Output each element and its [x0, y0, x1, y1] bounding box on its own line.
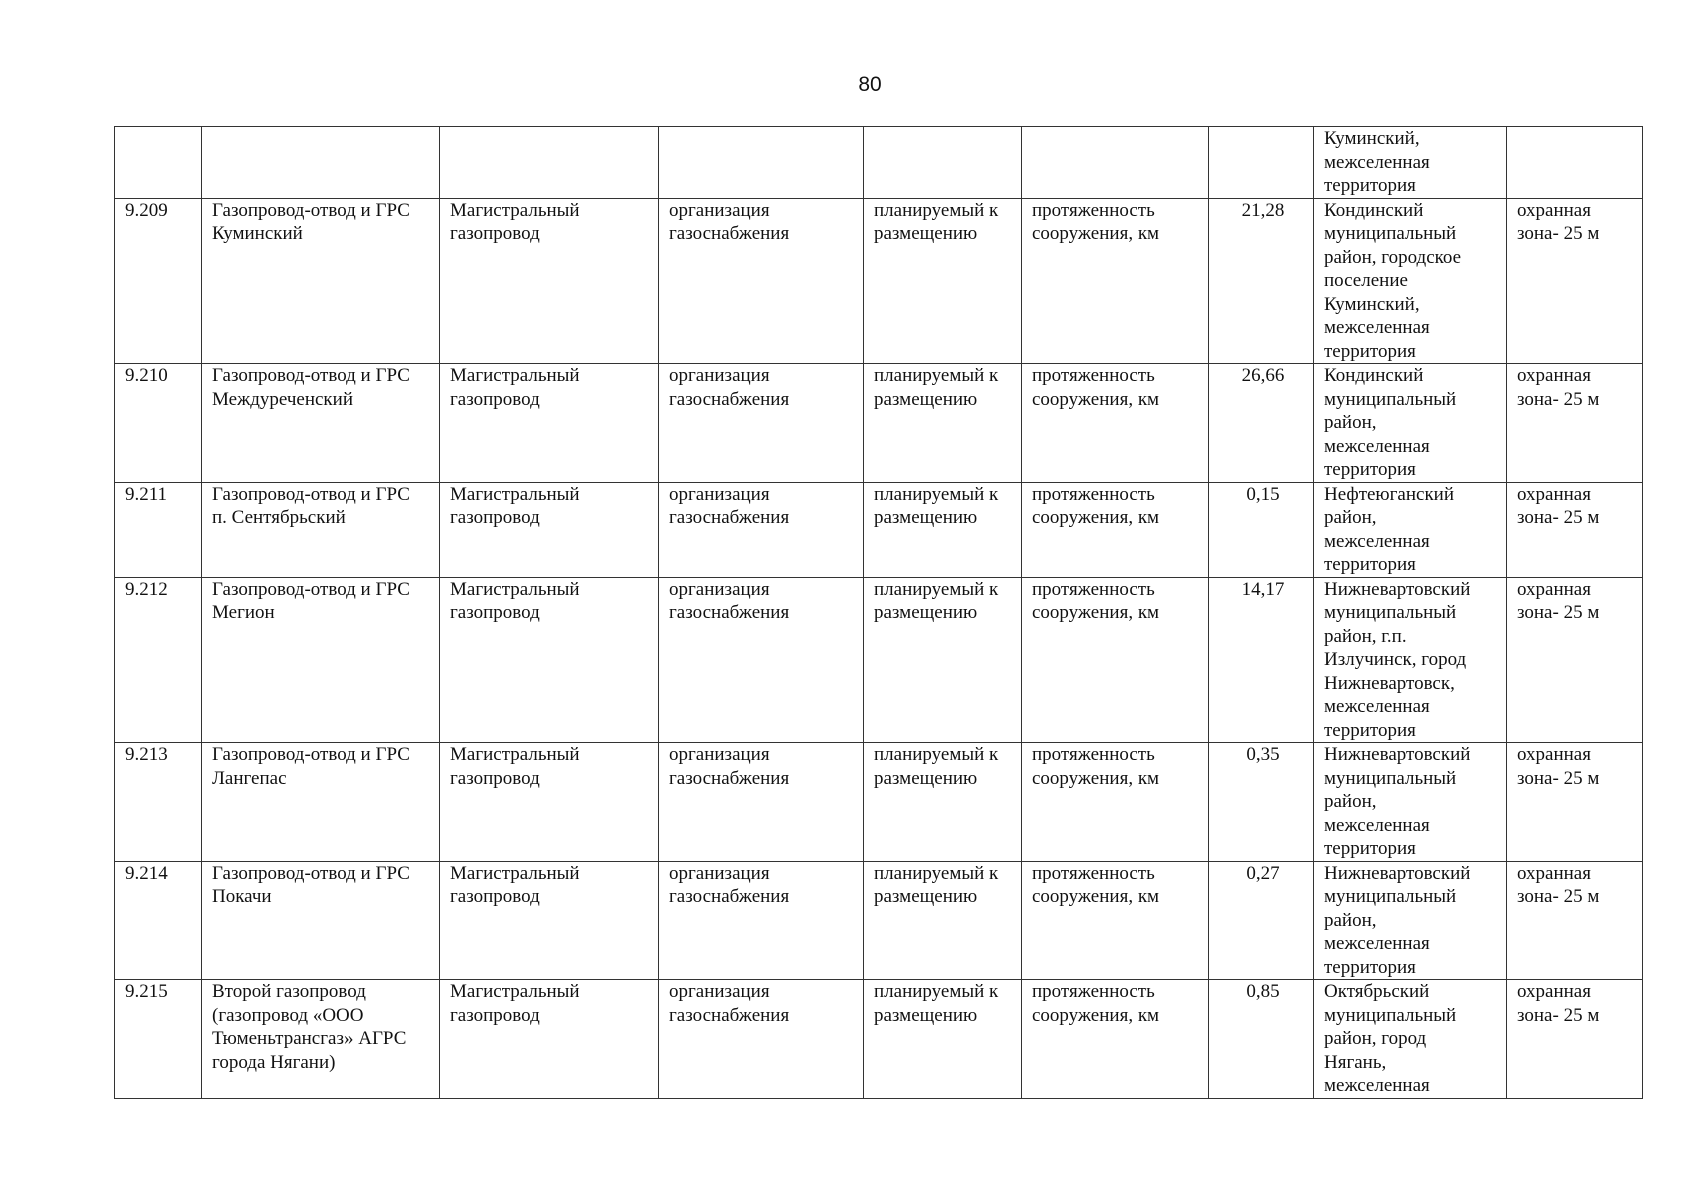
cell-text-line: охранная [1517, 862, 1591, 884]
cell-text-line: район, [1324, 412, 1377, 433]
cell-text-line: газопровод [450, 223, 540, 244]
cell-status [864, 577, 1022, 743]
cell-text-line: Магистральный [450, 744, 580, 765]
cell-type [440, 577, 659, 743]
cell-name [202, 861, 440, 980]
cell-text-line: межселенная [1324, 435, 1430, 457]
cell-status [864, 127, 1022, 199]
cell-name [202, 577, 440, 743]
cell-text-line: организация [669, 981, 770, 1002]
cell-zone [1507, 198, 1643, 364]
cell-characteristic [1022, 127, 1209, 199]
cell-id [115, 980, 202, 1099]
cell-zone [1507, 980, 1643, 1099]
cell-text-line: Кондинский [1324, 365, 1424, 386]
cell-zone [1507, 127, 1643, 199]
cell-text-line: межселенная [1324, 1075, 1430, 1096]
cell-text-line: Нягань, [1324, 1051, 1387, 1073]
cell-text: 14,17 [1241, 578, 1285, 600]
cell-text-line: зона- 25 м [1517, 388, 1600, 410]
cell-text-line: территория [1324, 554, 1416, 575]
cell-text-line: зона- 25 м [1517, 223, 1600, 244]
cell-text-line: планируемый к [874, 578, 999, 600]
cell-text-line: Нижневартовский [1324, 862, 1471, 884]
cell-location [1314, 861, 1507, 980]
cell-text-line: п. Сентябрьский [212, 507, 346, 528]
cell-text-line: муниципальный [1324, 886, 1457, 907]
cell-purpose [659, 482, 864, 577]
cell-zone [1507, 482, 1643, 577]
cell-value [1209, 364, 1314, 483]
cell-text-line: (газопровод «ООО [212, 1004, 364, 1026]
cell-text-line: сооружения, км [1032, 602, 1160, 623]
cell-text-line: протяженность [1032, 862, 1155, 884]
cell-purpose [659, 980, 864, 1099]
cell-text-line: размещению [874, 223, 978, 244]
cell-text-line: планируемый к [874, 981, 999, 1002]
cell-text-line: межселенная [1324, 530, 1430, 552]
cell-name [202, 980, 440, 1099]
cell-characteristic [1022, 743, 1209, 862]
table-row [115, 861, 1643, 980]
cell-text-line: Магистральный [450, 862, 580, 884]
cell-text-line: газоснабжения [669, 886, 790, 907]
cell-text: 9.213 [125, 744, 168, 765]
cell-text: 26,66 [1241, 365, 1285, 386]
cell-purpose [659, 364, 864, 483]
cell-location [1314, 743, 1507, 862]
cell-text: 21,28 [1241, 199, 1285, 221]
cell-value [1209, 743, 1314, 862]
cell-characteristic [1022, 577, 1209, 743]
cell-text-line: район, [1324, 791, 1377, 812]
cell-text-line: сооружения, км [1032, 223, 1160, 244]
cell-text-line: газопровод [450, 1004, 540, 1026]
cell-text-line: межселенная [1324, 696, 1430, 717]
cell-text-line: размещению [874, 602, 978, 623]
cell-text-line: Магистральный [450, 981, 580, 1002]
cell-text-line: территория [1324, 719, 1416, 741]
cell-type [440, 861, 659, 980]
cell-text-line: размещению [874, 886, 978, 907]
cell-text-line: Кондинский [1324, 199, 1424, 221]
cell-status [864, 198, 1022, 364]
cell-location [1314, 577, 1507, 743]
table-row [115, 743, 1643, 862]
cell-text-line: Нижневартовск, [1324, 672, 1455, 694]
cell-text-line: район, городское [1324, 246, 1462, 268]
table-row [115, 127, 1643, 199]
cell-text-line: межселенная [1324, 814, 1430, 836]
cell-text-line: планируемый к [874, 862, 999, 884]
cell-text-line: газоснабжения [669, 388, 790, 410]
cell-text-line: размещению [874, 1004, 978, 1026]
table-row [115, 980, 1643, 1099]
cell-text-line: зона- 25 м [1517, 602, 1600, 623]
cell-text-line: газопровод [450, 507, 540, 528]
cell-purpose [659, 127, 864, 199]
cell-text-line: территория [1324, 956, 1416, 978]
cell-text-line: поселение [1324, 270, 1408, 291]
cell-text-line: межселенная [1324, 151, 1430, 173]
cell-zone [1507, 743, 1643, 862]
cell-status [864, 980, 1022, 1099]
cell-value [1209, 861, 1314, 980]
cell-zone [1507, 861, 1643, 980]
cell-text-line: Магистральный [450, 578, 580, 600]
cell-text-line: охранная [1517, 365, 1591, 386]
cell-characteristic [1022, 861, 1209, 980]
table-row [115, 198, 1643, 364]
table-body [115, 127, 1643, 1099]
objects-table [114, 126, 1643, 1099]
cell-type [440, 198, 659, 364]
cell-text: 9.212 [125, 578, 168, 600]
cell-type [440, 482, 659, 577]
cell-text: 0,27 [1246, 862, 1280, 884]
cell-id [115, 127, 202, 199]
cell-text: 0,85 [1246, 981, 1280, 1002]
cell-id [115, 743, 202, 862]
cell-zone [1507, 577, 1643, 743]
cell-text-line: Газопровод-отвод и ГРС [212, 862, 410, 884]
cell-text-line: Газопровод-отвод и ГРС [212, 744, 410, 765]
cell-text-line: протяженность [1032, 483, 1155, 505]
cell-characteristic [1022, 198, 1209, 364]
cell-text-line: Куминский [212, 223, 303, 244]
cell-text-line: район, г.п. [1324, 625, 1407, 647]
cell-text-line: протяженность [1032, 981, 1155, 1002]
cell-text-line: планируемый к [874, 744, 999, 765]
cell-text-line: территория [1324, 175, 1416, 196]
cell-text-line: размещению [874, 767, 978, 789]
cell-text-line: организация [669, 862, 770, 884]
cell-purpose [659, 198, 864, 364]
cell-text-line: территория [1324, 459, 1416, 480]
cell-text: 9.214 [125, 862, 168, 884]
cell-text-line: Нижневартовский [1324, 578, 1471, 600]
cell-characteristic [1022, 482, 1209, 577]
cell-type [440, 980, 659, 1099]
cell-purpose [659, 743, 864, 862]
cell-text-line: протяженность [1032, 744, 1155, 765]
table-row [115, 364, 1643, 483]
cell-id [115, 364, 202, 483]
cell-text-line: зона- 25 м [1517, 886, 1600, 907]
cell-text-line: планируемый к [874, 199, 999, 221]
cell-characteristic [1022, 980, 1209, 1099]
cell-text-line: Магистральный [450, 199, 580, 221]
cell-text-line: Лангепас [212, 767, 287, 789]
cell-text-line: Газопровод-отвод и ГРС [212, 365, 410, 386]
table-row [115, 577, 1643, 743]
cell-text-line: Магистральный [450, 365, 580, 386]
cell-text-line: муниципальный [1324, 223, 1457, 244]
cell-id [115, 577, 202, 743]
cell-value [1209, 482, 1314, 577]
cell-type [440, 743, 659, 862]
cell-text-line: Нефтеюганский [1324, 483, 1455, 505]
cell-text-line: сооружения, км [1032, 507, 1160, 528]
cell-location [1314, 198, 1507, 364]
cell-text-line: планируемый к [874, 483, 999, 505]
cell-status [864, 743, 1022, 862]
cell-text-line: организация [669, 365, 770, 386]
cell-text-line: Покачи [212, 886, 272, 907]
cell-value [1209, 127, 1314, 199]
cell-text-line: газопровод [450, 388, 540, 410]
cell-text-line: охранная [1517, 578, 1591, 600]
cell-text: 0,15 [1246, 483, 1280, 505]
cell-text-line: сооружения, км [1032, 886, 1160, 907]
cell-text-line: Куминский, [1324, 293, 1420, 315]
cell-purpose [659, 861, 864, 980]
cell-id [115, 198, 202, 364]
cell-name [202, 743, 440, 862]
cell-text-line: Излучинск, город [1324, 649, 1467, 670]
cell-text-line: охранная [1517, 744, 1591, 765]
cell-text: 9.211 [125, 483, 168, 505]
cell-value [1209, 577, 1314, 743]
cell-text-line: сооружения, км [1032, 1004, 1160, 1026]
cell-text-line: организация [669, 578, 770, 600]
cell-status [864, 482, 1022, 577]
cell-status [864, 861, 1022, 980]
page-number: 80 [858, 73, 882, 96]
cell-text-line: межселенная [1324, 317, 1430, 338]
cell-text-line: Магистральный [450, 483, 580, 505]
cell-text-line: охранная [1517, 483, 1591, 505]
cell-text-line: организация [669, 744, 770, 765]
cell-text-line: Второй газопровод [212, 981, 366, 1002]
cell-text-line: сооружения, км [1032, 767, 1160, 789]
cell-text-line: район, [1324, 507, 1377, 528]
cell-text-line: Октябрьский [1324, 981, 1430, 1002]
cell-text-line: сооружения, км [1032, 388, 1160, 410]
cell-name [202, 482, 440, 577]
cell-text-line: протяженность [1032, 365, 1155, 386]
cell-text-line: Мегион [212, 602, 275, 623]
cell-id [115, 861, 202, 980]
cell-location [1314, 364, 1507, 483]
cell-text-line: Нижневартовский [1324, 744, 1471, 765]
cell-characteristic [1022, 364, 1209, 483]
cell-text-line: протяженность [1032, 578, 1155, 600]
cell-location [1314, 980, 1507, 1099]
table-row [115, 482, 1643, 577]
cell-text-line: межселенная [1324, 933, 1430, 954]
cell-text-line: газоснабжения [669, 1004, 790, 1026]
cell-text-line: Куминский, [1324, 128, 1420, 149]
cell-id [115, 482, 202, 577]
cell-text-line: зона- 25 м [1517, 767, 1600, 789]
cell-purpose [659, 577, 864, 743]
cell-value [1209, 980, 1314, 1099]
cell-zone [1507, 364, 1643, 483]
cell-text-line: газоснабжения [669, 602, 790, 623]
cell-text-line: Газопровод-отвод и ГРС [212, 199, 410, 221]
cell-text-line: охранная [1517, 199, 1591, 221]
cell-text-line: Тюменьтрансгаз» АГРС [212, 1028, 407, 1049]
cell-text-line: газопровод [450, 767, 540, 789]
cell-name [202, 127, 440, 199]
cell-text-line: организация [669, 483, 770, 505]
cell-text-line: Газопровод-отвод и ГРС [212, 578, 410, 600]
cell-text-line: район, [1324, 909, 1377, 931]
cell-text: 9.215 [125, 981, 168, 1002]
cell-text-line: планируемый к [874, 365, 999, 386]
cell-text: 9.210 [125, 365, 168, 386]
cell-text-line: муниципальный [1324, 1004, 1457, 1026]
cell-text: 0,35 [1246, 744, 1280, 765]
cell-status [864, 364, 1022, 483]
cell-text-line: организация [669, 199, 770, 221]
cell-text-line: зона- 25 м [1517, 1004, 1600, 1026]
cell-text-line: газопровод [450, 602, 540, 623]
cell-type [440, 127, 659, 199]
cell-text-line: газоснабжения [669, 507, 790, 528]
cell-value [1209, 198, 1314, 364]
cell-text-line: территория [1324, 340, 1416, 362]
cell-text-line: охранная [1517, 981, 1591, 1002]
cell-text-line: протяженность [1032, 199, 1155, 221]
cell-name [202, 364, 440, 483]
cell-location [1314, 482, 1507, 577]
cell-text-line: газоснабжения [669, 767, 790, 789]
cell-text-line: Газопровод-отвод и ГРС [212, 483, 410, 505]
cell-text-line: муниципальный [1324, 388, 1457, 410]
cell-location [1314, 127, 1507, 199]
cell-text-line: города Нягани) [212, 1051, 336, 1073]
cell-type [440, 364, 659, 483]
cell-text-line: размещению [874, 388, 978, 410]
cell-name [202, 198, 440, 364]
cell-text-line: размещению [874, 507, 978, 528]
cell-text-line: район, город [1324, 1028, 1427, 1049]
cell-text-line: муниципальный [1324, 602, 1457, 623]
cell-text-line: Междуреченский [212, 388, 353, 410]
cell-text: 9.209 [125, 199, 168, 221]
cell-text-line: муниципальный [1324, 767, 1457, 789]
cell-text-line: газопровод [450, 886, 540, 907]
cell-text-line: зона- 25 м [1517, 507, 1600, 528]
cell-text-line: территория [1324, 838, 1416, 859]
cell-text-line: газоснабжения [669, 223, 790, 244]
